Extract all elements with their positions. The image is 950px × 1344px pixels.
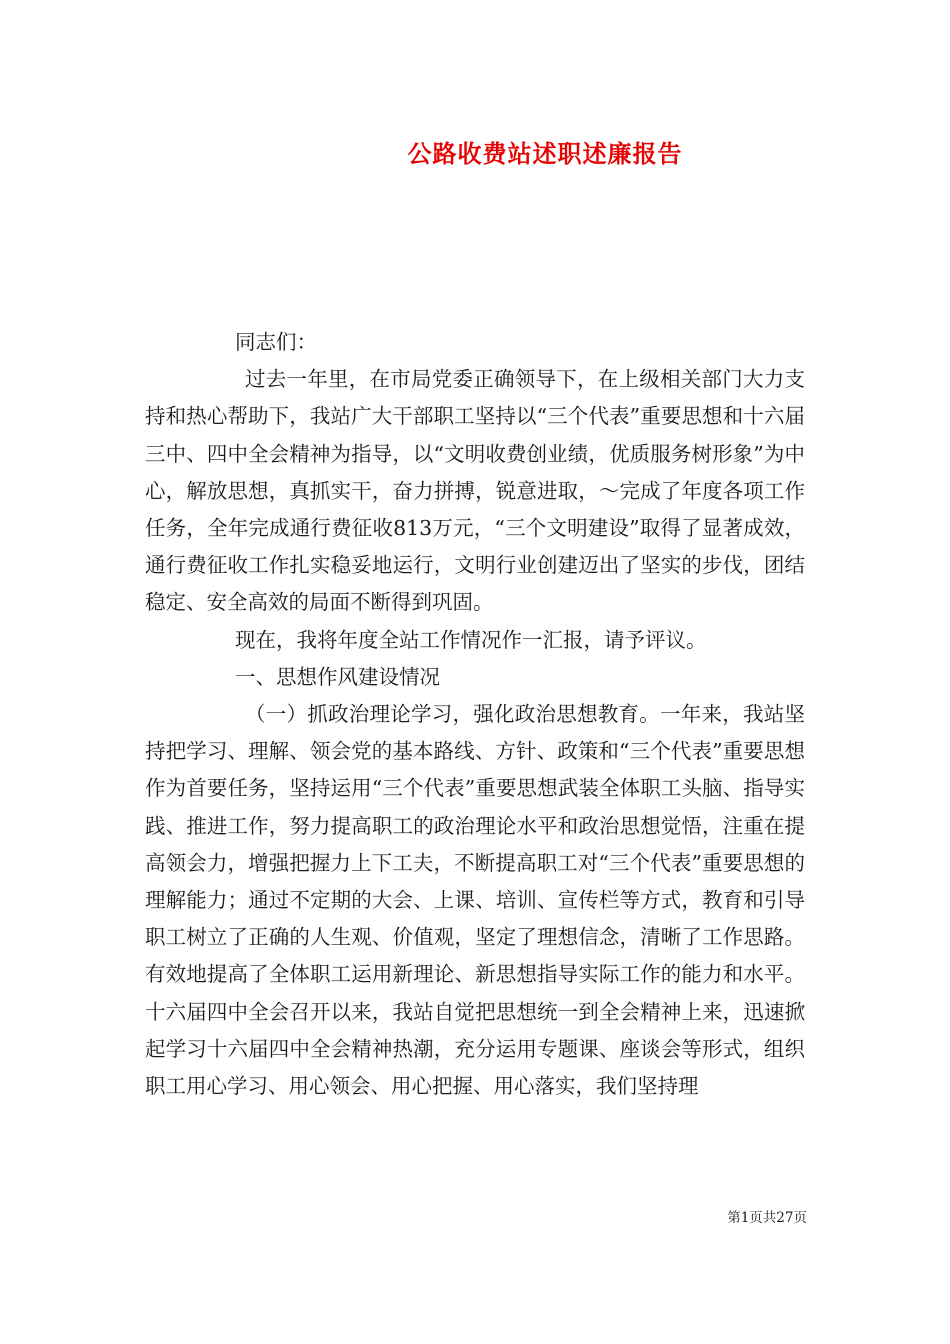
document-title: 公路收费站述职述廉报告: [407, 139, 683, 168]
section-heading: 一、思想作风建设情况: [235, 664, 440, 689]
paragraph-theory-study: （一）抓政治理论学习，强化政治思想教育。一年来，我站坚持把学习、理解、领会党的基本路线、方针、政策和“三个代表”重要思想作为首要任务，坚持运用“三个代表”重要思想武装全体职工头脑、指导实践、推进工作，努力提高职工的政治理论水平和政治思想觉悟，注重在提高领会力，增强把握力上下工夫，不断提高职工对“三个代表”重要思想的理解能力；通过不定期的大会、上课、培训、宣传栏等方式，教育和引导职工树立了正确的人生观、价值观，坚定了理想信念，清晰了工作思路。有效地提高了全体职工运用新理论、新思想指导实际工作的能力和水平。十六届四中全会召开以来，我站自觉把思想统一到全会精神上来，迅速掀起学习十六届四中全会精神热潮，充分运用专题课、座谈会等形式，组织职工用心学习、用心领会、用心把握、用心落实，我们坚持理: [145, 702, 805, 1099]
page-footer: 第1页共27页: [727, 1210, 807, 1226]
paragraph-intro: 过去一年里，在市局党委正确领导下，在上级相关部门大力支持和热心帮助下，我站广大干部职工坚持以“三个代表”重要思想和十六届三中、四中全会精神为指导，以“文明收费创业绩，优质服务树形象”为中心，解放思想，真抓实干，奋力拼搏，锐意进取，～完成了年度各项工作任务，全年完成通行费征收813万元，“三个文明建设”取得了显著成效，通行费征收工作扎实稳妥地运行，文明行业创建迈出了坚实的步伐，团结稳定、安全高效的局面不断得到巩固。: [145, 367, 805, 615]
salutation: 同志们：: [235, 330, 317, 354]
document-body: [145, 324, 805, 1105]
paragraph-report-note: 现在，我将年度全站工作情况作一汇报，请予评议。: [235, 627, 707, 652]
